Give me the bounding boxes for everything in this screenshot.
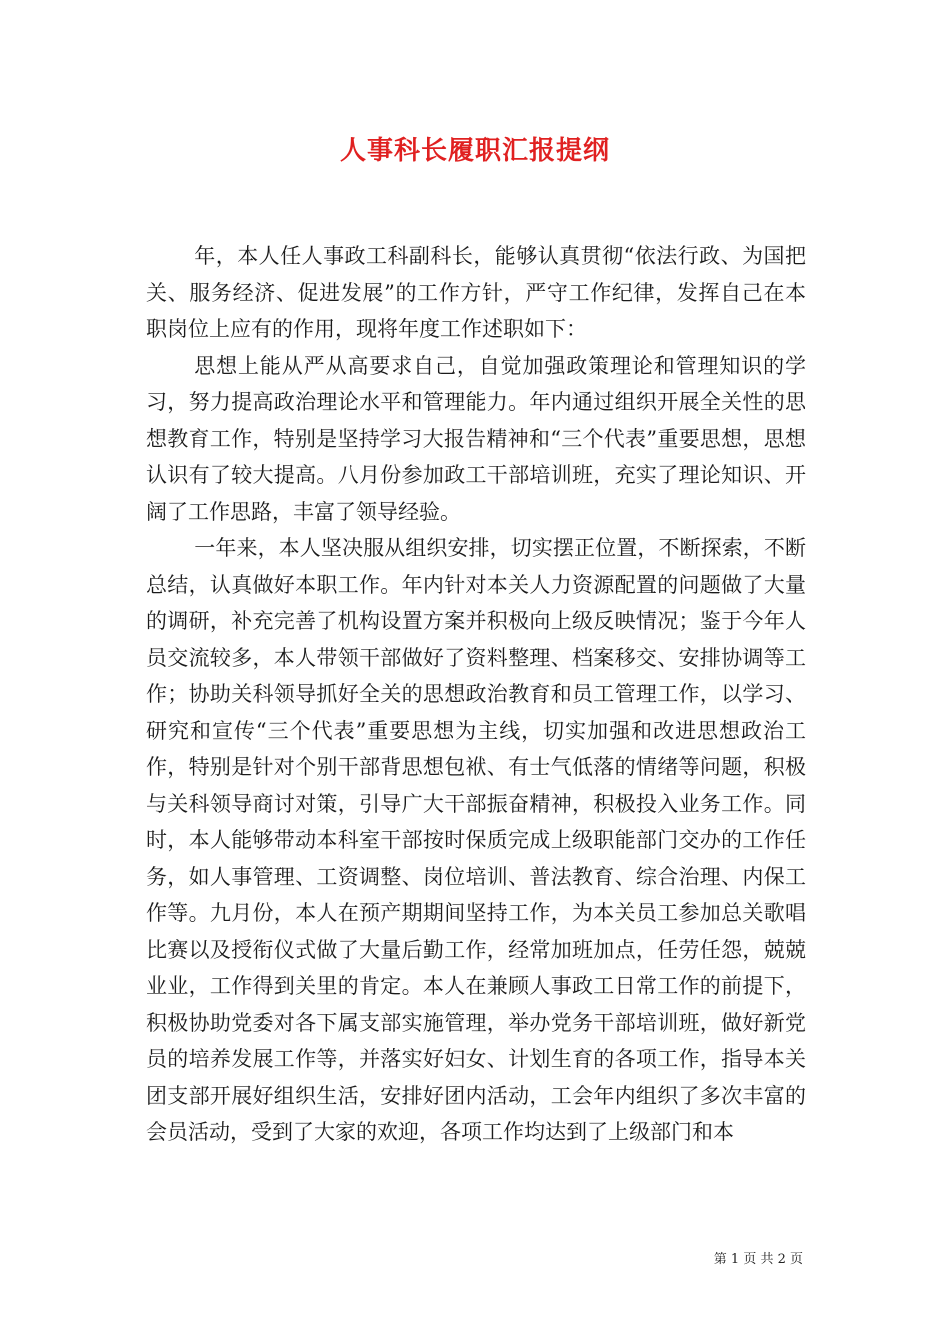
page-number: 第 1 页 共 2 页 (713, 1252, 803, 1267)
paragraph-2: 思想上能从严从高要求自己，自觉加强政策理论和管理知识的学习，努力提高政治理论水平和管理能力。年内通过组织开展全关性的思想教育工作，特别是坚持学习大报告精神和“三个代表”重要思想，思想认识有了较大提高。八月份参加政工干部培训班，充实了理论知识、开阔了工作思路，丰富了领导经验。 (146, 353, 806, 524)
document-body (146, 238, 806, 1151)
paragraph-3: 一年来，本人坚决服从组织安排，切实摆正位置，不断探索，不断总结，认真做好本职工作。年内针对本关人力资源配置的问题做了大量的调研，补充完善了机构设置方案并积极向上级反映情况；鉴于今年人员交流较多，本人带领干部做好了资料整理、档案移交、安排协调等工作；协助关科领导抓好全关的思想政治教育和员工管理工作，以学习、研究和宣传“三个代表”重要思想为主线，切实加强和改进思想政治工作，特别是针对个别干部背思想包袱、有士气低落的情绪等问题，积极与关科领导商讨对策，引导广大干部振奋精神，积极投入业务工作。同时，本人能够带动本科室干部按时保质完成上级职能部门交办的工作任务，如人事管理、工资调整、岗位培训、普法教育、综合治理、内保工作等。九月份，本人在预产期期间坚持工作，为本关员工参加总关歌唱比赛以及授衔仪式做了大量后勤工作，经常加班加点，任劳任怨，兢兢业业，工作得到关里的肯定。本人在兼顾人事政工日常工作的前提下，积极协助党委对各下属支部实施管理，举办党务干部培训班，做好新党员的培养发展工作等，并落实好妇女、计划生育的各项工作，指导本关团支部开展好组织生活，安排好团内活动，工会年内组织了多次丰富的会员活动，受到了大家的欢迎，各项工作均达到了上级部门和本 (146, 536, 806, 1144)
document-title: 人事科长履职汇报提纲 (339, 136, 610, 166)
paragraph-1: 年，本人任人事政工科副科长，能够认真贯彻“依法行政、为国把关、服务经济、促进发展”的工作方针，严守工作纪律，发挥自己在本职岗位上应有的作用，现将年度工作述职如下： (146, 244, 806, 341)
